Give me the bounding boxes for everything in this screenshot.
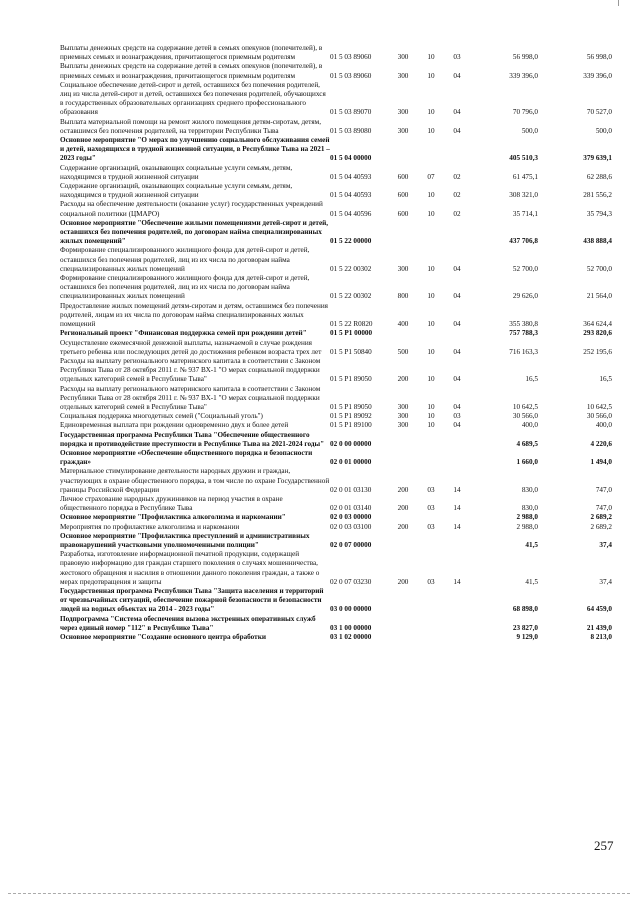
row-section [418, 633, 444, 642]
budget-table [60, 44, 612, 642]
row-sum-year1: 10 642,5 [512, 402, 538, 411]
row-subsection: 04 [453, 292, 461, 301]
row-sum-year1: 716 163,3 [509, 347, 538, 356]
row-sum-year2: 21 564,0 [586, 292, 612, 301]
row-code: 01 5 P1 89092 [330, 412, 372, 421]
row-name: Социальное обеспечение детей-сирот и детей, оставшихся без попечения родителей, лиц из числа детей-сирот и детей, оставшихся без попечения родителей, обучающихся в государственных образовательных организациях среднего профессионального образования [60, 80, 326, 117]
row-section: 10 [427, 108, 435, 117]
row-sum-year2: 70 527,0 [586, 108, 612, 117]
row-name: Формирование специализированного жилищного фонда для детей-сирот и детей, оставшихся без попечения родителей, лиц из их числа по договорам найма специализированных жилых помещений [60, 274, 310, 301]
row-subsection: 02 [453, 209, 461, 218]
row-expense-type: 200 [397, 485, 409, 494]
page-number: 257 [594, 838, 614, 853]
table-row [60, 449, 612, 467]
row-code: 01 5 03 89080 [330, 126, 372, 135]
row-section: 10 [427, 53, 435, 62]
row-expense-type: 300 [397, 108, 409, 117]
row-sum-year1: 56 998,0 [512, 53, 538, 62]
row-code: 02 0 00 00000 [330, 439, 372, 448]
table-row [60, 385, 612, 413]
row-sum-year1: 2 988,0 [516, 522, 538, 531]
row-sum-year2: 1 494,0 [590, 458, 612, 467]
row-subsection: 03 [453, 412, 461, 421]
row-code: 01 5 22 R0820 [330, 320, 373, 329]
row-sum-year2: 35 794,3 [586, 209, 612, 218]
row-sum-year1: 30 566,0 [512, 412, 538, 421]
table-row [60, 615, 612, 633]
row-section: 10 [427, 421, 435, 430]
row-sum-year2: 8 213,0 [590, 633, 612, 641]
row-sum-year1: 4 689,5 [516, 439, 538, 448]
row-section: 03 [427, 504, 435, 513]
page-bottom-edge [8, 893, 630, 894]
row-name: Социальная поддержка многодетных семей ("Социальный уголь") [60, 412, 263, 421]
row-expense-type: 600 [397, 191, 409, 200]
row-expense-type: 600 [397, 172, 409, 181]
table-row [60, 587, 612, 615]
row-subsection: 04 [453, 402, 461, 411]
row-sum-year1: 16,5 [525, 375, 538, 384]
row-name: Предоставление жилых помещений детям-сиротам и детям, оставшимся без попечения родителей, лицам из их числа по договорам найма специализированных жилых помещений [60, 301, 328, 329]
row-expense-type: 400 [397, 320, 409, 329]
row-sum-year1: 339 396,0 [509, 71, 538, 80]
row-name: Содержание организаций, оказывающих социальные услуги семьям, детям, находящимся в трудной жизненной ситуации [60, 182, 293, 200]
table-row [60, 495, 612, 513]
row-expense-type [388, 633, 418, 642]
row-expense-type [388, 587, 418, 615]
row-subsection [444, 587, 470, 615]
row-subsection: 04 [453, 126, 461, 135]
row-sum-year1: 29 626,0 [512, 292, 538, 301]
row-sum-year2: 281 556,2 [583, 191, 612, 200]
row-name: Материальное стимулирование деятельности народных дружин и граждан, участвующих в охране общественного порядка, в том числе по охране Государственной границы Российской Федерации [60, 467, 330, 494]
row-expense-type [388, 431, 418, 449]
row-subsection [444, 633, 470, 642]
row-section [418, 449, 444, 467]
table-row [60, 219, 612, 247]
row-code: 02 0 07 00000 [330, 540, 372, 549]
row-expense-type: 200 [397, 504, 409, 513]
row-sum-year1: 405 510,3 [509, 154, 538, 163]
row-sum-year2: 62 288,6 [586, 172, 612, 181]
row-expense-type: 800 [397, 292, 409, 301]
row-sum-year2: 37,4 [599, 540, 612, 549]
row-name: Выплаты денежных средств на содержание детей в семьях опекунов (попечителей), в приемных семьях и вознаграждения, причитающегося приемным родителям [60, 62, 323, 80]
row-section: 10 [427, 209, 435, 218]
row-expense-type [388, 329, 418, 338]
table-row [60, 339, 612, 357]
row-name: Расходы на выплату регионального материнского капитала в соответствии с Законом Республики Тыва от 28 октября 2011 г. № 937 ВХ-1 "О мерах социальной поддержки отдельных категорий семей в Республике Тыва" [60, 384, 321, 411]
row-section: 10 [427, 412, 435, 421]
row-subsection: 04 [453, 375, 461, 384]
row-name: Подпрограмма "Система обеспечения вызова экстренных оперативных служб через единый номер "112" в Республике Тыва" [60, 614, 316, 632]
row-expense-type [388, 615, 418, 633]
row-name: Выплаты денежных средств на содержание детей в семьях опекунов (попечителей), в приемных семьях и вознаграждения, причитающегося приемным родителям [60, 44, 323, 62]
row-code: 03 1 02 00000 [330, 633, 372, 641]
row-name: Основное мероприятие "Обеспечение жилыми помещениями детей-сирот и детей, оставшихся без попечения родителей, по договорам найма специализированных жилых помещений" [60, 218, 329, 246]
row-sum-year1: 9 129,0 [516, 633, 538, 641]
table-row [60, 274, 612, 302]
row-sum-year1: 70 796,0 [512, 108, 538, 117]
row-subsection [444, 329, 470, 338]
row-sum-year2: 2 689,2 [590, 522, 612, 531]
row-sum-year2: 500,0 [595, 126, 612, 135]
row-sum-year2: 2 689,2 [590, 513, 612, 522]
row-sum-year1: 500,0 [521, 126, 538, 135]
row-name: Мероприятия по профилактике алкоголизма и наркомании [60, 522, 240, 531]
row-section [418, 136, 444, 164]
row-name: Разработка, изготовление информационной печатной продукции, содержащей правовую информацию для граждан старшего поколения о случаях мошенничества, жестокого обращения и насилия в отношении данного поколения граждан, а также о мерах предотвращения и защиты [60, 550, 320, 586]
table-row [60, 633, 612, 642]
table-row [60, 467, 612, 495]
row-name: Государственная программа Республики Тыва "Защита населения и территорий от чрезвычайных ситуаций, обеспечение пожарной безопасности и безопасности людей на водных объектах на 2014 - 2023 годы" [60, 586, 324, 614]
row-name: Содержание организаций, оказывающих социальные услуги семьям, детям, находящимся в трудной жизненной ситуации [60, 163, 293, 181]
table-row [60, 421, 612, 430]
table-row [60, 329, 612, 338]
row-expense-type: 300 [397, 126, 409, 135]
row-name: Региональный проект "Финансовая поддержка семей при рождении детей" [60, 329, 307, 338]
row-subsection [444, 219, 470, 247]
row-subsection: 14 [453, 485, 461, 494]
row-section: 10 [427, 375, 435, 384]
row-sum-year2: 400,0 [595, 421, 612, 430]
row-section: 10 [427, 126, 435, 135]
row-expense-type: 200 [397, 375, 409, 384]
row-code: 01 5 03 89070 [330, 108, 372, 117]
row-name: Основное мероприятие "Создание основного центра обработки [60, 633, 266, 641]
row-sum-year1: 61 475,1 [512, 172, 538, 181]
row-sum-year1: 830,0 [521, 504, 538, 513]
row-section: 10 [427, 402, 435, 411]
row-sum-year2: 339 396,0 [583, 71, 612, 80]
row-expense-type [388, 219, 418, 247]
row-sum-year1: 400,0 [521, 421, 538, 430]
row-expense-type: 300 [397, 71, 409, 80]
table-row [60, 200, 612, 218]
row-subsection: 02 [453, 191, 461, 200]
row-section [418, 329, 444, 338]
row-name: Формирование специализированного жилищного фонда для детей-сирот и детей, оставшихся без попечения родителей, лиц из их числа по договорам найма специализированных жилых помещений [60, 246, 310, 273]
scan-edge-mark [618, 0, 619, 6]
row-expense-type [388, 449, 418, 467]
row-subsection: 04 [453, 421, 461, 430]
row-subsection [444, 513, 470, 522]
row-name: Личное страхование народных дружинников на период участия в охране общественного порядка в Республике Тыва [60, 494, 283, 513]
row-code: 01 5 03 89060 [330, 71, 372, 80]
table-row [60, 164, 612, 182]
row-code: 01 5 22 00302 [330, 292, 372, 301]
table-row [60, 182, 612, 200]
row-sum-year2: 16,5 [599, 375, 612, 384]
row-section: 10 [427, 320, 435, 329]
row-code: 02 0 03 00000 [330, 513, 372, 522]
table-row [60, 118, 612, 136]
row-section: 07 [427, 172, 435, 181]
row-expense-type: 300 [397, 412, 409, 421]
budget-table-body [60, 44, 612, 642]
row-name: Осуществление ежемесячной денежной выплаты, назначаемой в случае рождения третьего ребенка или последующих детей до достижения ребенком возраста трех лет [60, 338, 322, 356]
table-row [60, 62, 612, 80]
row-code: 02 0 03 03100 [330, 522, 372, 531]
row-sum-year1: 52 700,0 [512, 264, 538, 273]
row-sum-year1: 41,5 [525, 577, 538, 586]
row-sum-year2: 10 642,5 [586, 402, 612, 411]
row-section [418, 532, 444, 550]
row-sum-year2: 64 459,0 [586, 605, 612, 614]
row-code: 02 0 01 03130 [330, 485, 372, 494]
row-subsection: 14 [453, 522, 461, 531]
row-sum-year1: 355 380,8 [509, 320, 538, 329]
row-code: 02 0 01 03140 [330, 504, 372, 513]
row-name: Единовременная выплата при рождении одновременно двух и более детей [60, 421, 289, 430]
row-section: 10 [427, 264, 435, 273]
row-expense-type [388, 513, 418, 522]
row-code: 01 5 22 00302 [330, 264, 372, 273]
row-sum-year2: 364 624,4 [583, 320, 612, 329]
row-code: 01 5 04 40596 [330, 209, 372, 218]
row-section [418, 587, 444, 615]
row-sum-year1: 308 321,0 [509, 191, 538, 200]
row-sum-year2: 4 220,6 [590, 439, 612, 448]
row-sum-year1: 35 714,1 [512, 209, 538, 218]
row-name: Основное мероприятие "Профилактика преступлений и административных правонарушений участковыми уполномоченными полиции" [60, 531, 310, 549]
row-section: 10 [427, 292, 435, 301]
row-code: 02 0 07 03230 [330, 577, 372, 586]
row-section [418, 431, 444, 449]
row-sum-year2: 37,4 [599, 577, 612, 586]
row-expense-type: 600 [397, 209, 409, 218]
row-section: 10 [427, 71, 435, 80]
row-code: 01 5 P1 89050 [330, 402, 372, 411]
row-name: Основное мероприятие «Обеспечение общественного порядка и безопасности граждан» [60, 448, 313, 467]
row-name: Выплата материальной помощи на ремонт жилого помещения детям-сиротам, детям, оставшимся без попечения родителей, на территории Республики Тыва [60, 117, 322, 135]
row-section: 03 [427, 577, 435, 586]
row-subsection [444, 449, 470, 467]
row-code: 02 0 01 00000 [330, 458, 372, 467]
row-sum-year1: 68 898,0 [512, 605, 538, 614]
row-expense-type [388, 136, 418, 164]
row-sum-year1: 757 788,3 [509, 329, 538, 338]
row-sum-year1: 41,5 [525, 540, 538, 549]
table-row [60, 302, 612, 330]
row-subsection [444, 431, 470, 449]
row-code: 01 5 04 40593 [330, 191, 372, 200]
row-expense-type: 300 [397, 421, 409, 430]
row-code: 01 5 P1 89100 [330, 421, 372, 430]
row-name: Расходы на обеспечение деятельности (оказание услуг) государственных учреждений социальной политики (ЦМАРО) [60, 200, 323, 218]
row-subsection: 14 [453, 504, 461, 513]
row-sum-year2: 30 566,0 [586, 412, 612, 421]
row-sum-year2: 52 700,0 [586, 264, 612, 273]
row-subsection: 04 [453, 108, 461, 117]
row-expense-type: 500 [397, 347, 409, 356]
row-section: 10 [427, 347, 435, 356]
row-expense-type: 200 [397, 522, 409, 531]
row-expense-type [388, 532, 418, 550]
row-sum-year2: 747,0 [595, 485, 612, 494]
row-section [418, 513, 444, 522]
table-row [60, 136, 612, 164]
row-expense-type: 300 [397, 53, 409, 62]
row-sum-year2: 379 639,1 [583, 154, 612, 163]
row-subsection: 04 [453, 320, 461, 329]
row-code: 03 1 00 00000 [330, 623, 372, 632]
row-sum-year2: 21 439,0 [586, 623, 612, 632]
table-row [60, 357, 612, 385]
table-row [60, 523, 612, 532]
row-subsection: 04 [453, 71, 461, 80]
row-sum-year1: 437 706,8 [509, 237, 538, 246]
row-section [418, 219, 444, 247]
row-section: 03 [427, 522, 435, 531]
row-section: 03 [427, 485, 435, 494]
row-sum-year2: 56 998,0 [586, 53, 612, 62]
row-code: 01 5 03 89060 [330, 53, 372, 62]
row-code: 03 0 00 00000 [330, 605, 372, 614]
row-name: Основное мероприятие "О мерах по улучшению социального обслуживания семей и детей, находящихся в трудной жизненной ситуации, в Республике Тыва на 2021 – 2023 годы" [60, 136, 330, 163]
table-row [60, 431, 612, 449]
table-row [60, 44, 612, 62]
row-expense-type: 300 [397, 264, 409, 273]
row-code: 01 5 P1 00000 [330, 329, 373, 338]
row-code: 01 5 04 40593 [330, 172, 372, 181]
row-name: Расходы на выплату регионального материнского капитала в соответствии с Законом Республики Тыва от 28 октября 2011 г. № 937 ВХ-1 "О мерах социальной поддержки отдельных категорий семей в Республике Тыва" [60, 356, 321, 384]
row-name: Государственная программа Республики Тыва "Обеспечение общественного порядка и противодействие преступности в Республике Тыва на 2021-2024 годы" [60, 430, 325, 448]
row-name: Основное мероприятие "Профилактика алкоголизма и наркомании" [60, 513, 286, 522]
row-section [418, 615, 444, 633]
row-code: 01 5 04 00000 [330, 154, 372, 163]
table-row [60, 246, 612, 274]
row-sum-year2: 747,0 [595, 504, 612, 513]
row-subsection [444, 615, 470, 633]
row-sum-year1: 830,0 [521, 485, 538, 494]
row-section: 10 [427, 191, 435, 200]
row-subsection [444, 532, 470, 550]
row-sum-year2: 293 820,6 [583, 329, 612, 338]
row-code: 01 5 P1 50840 [330, 347, 372, 356]
row-sum-year1: 1 660,0 [516, 458, 538, 467]
row-subsection: 04 [453, 347, 461, 356]
row-subsection: 02 [453, 172, 461, 181]
table-row [60, 550, 612, 587]
table-row [60, 81, 612, 118]
row-sum-year2: 438 888,4 [583, 237, 612, 246]
row-sum-year2: 252 195,6 [583, 347, 612, 356]
table-row [60, 412, 612, 421]
row-code: 01 5 22 00000 [330, 237, 372, 246]
table-row [60, 513, 612, 522]
row-subsection: 04 [453, 264, 461, 273]
row-sum-year1: 2 988,0 [516, 513, 538, 522]
row-expense-type: 300 [397, 402, 409, 411]
row-subsection: 03 [453, 53, 461, 62]
row-code: 01 5 P1 89050 [330, 375, 372, 384]
row-subsection [444, 136, 470, 164]
row-expense-type: 200 [397, 577, 409, 586]
table-row [60, 532, 612, 550]
row-sum-year1: 23 827,0 [512, 623, 538, 632]
row-subsection: 14 [453, 577, 461, 586]
